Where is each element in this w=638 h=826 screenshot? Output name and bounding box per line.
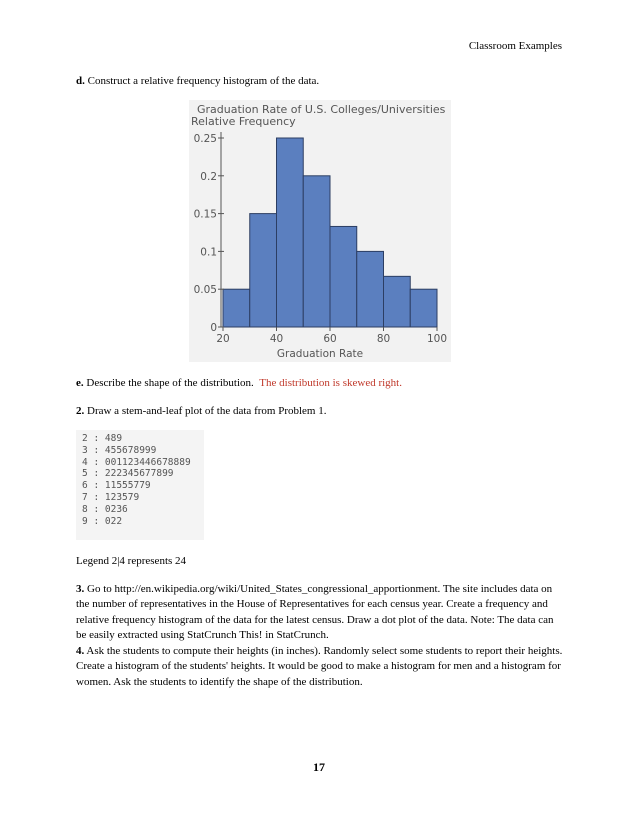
page-header: Classroom Examples [468, 40, 562, 52]
stem-row: 3 : 455678999 [82, 444, 157, 456]
y-tick-label: 0.1 [200, 246, 217, 259]
problem-4-text: Ask the students to compute their heights (in inches). Randomly select some students to report their heights. Create a histogram of the students' heights. It would be good to make a histogram for men and a histogram for women. Ask the students to identify the shape of the distribution. [76, 645, 563, 688]
part-e-answer: The distribution is skewed right. [259, 377, 402, 389]
histogram-chart [189, 100, 451, 362]
problem-3-text: Go to http://en.wikipedia.org/wiki/United_States_congressional_apportionment. The site includes data on the number of representatives in the House of Representatives for each census year. Create a frequency and relative frequency histogram of the data for the latest census. Draw a dot plot of the data. Note: The data can be easily extracted using StatCrunch This! in StatCrunch. [76, 583, 554, 642]
stem-row: 8 : 0236 [82, 503, 128, 515]
x-tick-label: 80 [376, 333, 391, 345]
histogram-bar [410, 289, 437, 327]
part-d-text: Construct a relative frequency histogram of the data. [84, 75, 320, 87]
stem-legend: Legend 2|4 represents 24 [76, 555, 187, 567]
x-axis-label: Graduation Rate [276, 348, 364, 360]
chart-title: Graduation Rate of U.S. Colleges/Universities [197, 103, 446, 116]
histogram-bar [384, 276, 411, 327]
histogram-bar [223, 289, 250, 327]
stem-and-leaf-plot [76, 430, 204, 540]
problem-4-label: 4. [76, 645, 85, 657]
x-tick-label: 60 [323, 333, 337, 345]
part-e-prompt [76, 376, 402, 391]
stem-row: 6 : 11555779 [82, 480, 151, 492]
y-tick-label: 0.25 [193, 133, 217, 145]
histogram-bar [357, 251, 384, 327]
y-axis-label: Relative Frequency [191, 115, 296, 128]
stem-row: 9 : 022 [82, 515, 123, 527]
histogram-bar [250, 214, 277, 327]
problem-3-paragraph [76, 582, 566, 644]
y-tick-label: 0.15 [193, 208, 217, 221]
page-number: 17 [313, 760, 325, 774]
y-tick-label: 0.05 [193, 284, 217, 297]
histogram-bar [277, 138, 304, 327]
histogram-bar [330, 226, 357, 327]
problem-2-prompt [76, 404, 326, 419]
y-tick-label: 0 [210, 322, 217, 334]
stem-row: 5 : 222345677899 [82, 468, 174, 480]
problem-3-label: 3. [76, 583, 85, 595]
histogram-svg [189, 100, 451, 362]
part-d-label: d. [76, 75, 85, 87]
x-tick-label: 100 [426, 333, 448, 345]
y-tick-label: 0.2 [200, 170, 217, 183]
stem-row: 7 : 123579 [82, 491, 140, 503]
part-d-prompt [76, 74, 319, 89]
stem-row: 2 : 489 [82, 433, 123, 444]
stem-row: 4 : 001123446678889 [82, 456, 191, 468]
histogram-bar [303, 176, 330, 327]
problem-4-paragraph [76, 644, 566, 690]
part-e-question: Describe the shape of the distribution. [83, 377, 254, 389]
problem-2-text: Draw a stem-and-leaf plot of the data from Problem 1. [84, 405, 327, 417]
x-tick-label: 40 [269, 333, 284, 345]
part-e-label: e. [76, 377, 84, 389]
problem-2-label: 2. [76, 405, 85, 417]
x-tick-label: 20 [216, 333, 230, 345]
